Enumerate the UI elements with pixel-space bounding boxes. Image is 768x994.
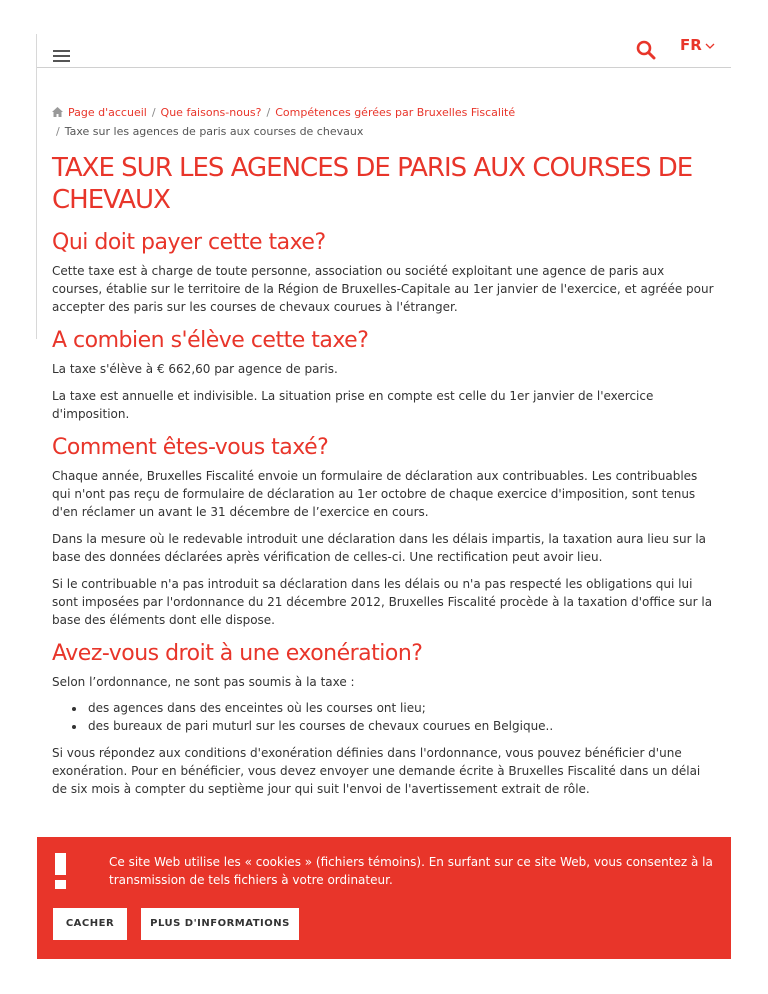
page-title: TAXE SUR LES AGENCES DE PARIS AUX COURSES DE CHEVAUX — [52, 153, 693, 215]
main-content — [52, 152, 716, 798]
language-selector[interactable] — [680, 36, 715, 54]
breadcrumb-home[interactable]: Page d'accueil — [68, 106, 147, 119]
paragraph: Selon l’ordonnance, ne sont pas soumis à la taxe : — [52, 675, 355, 689]
exclamation-icon — [55, 853, 67, 889]
breadcrumb-current: Taxe sur les agences de paris aux courses de chevaux — [64, 125, 364, 138]
breadcrumb: Page d'accueil / Que faisons-nous? / Compétences gérées par Bruxelles Fiscalité / Taxe sur les agences de paris aux courses de chevaux — [52, 104, 692, 141]
search-icon — [636, 40, 656, 60]
section-exemption — [52, 641, 716, 798]
paragraph: Chaque année, Bruxelles Fiscalité envoie un formulaire de déclaration aux contribuables. Les contribuables qui n'ont pas reçu de formulaire de déclaration au 1er octobre de chaque exercice d'imposition, sont tenus d'en réclamer un avant le 31 décembre de l’exercice en cours. — [52, 469, 698, 519]
cookie-message: Ce site Web utilise les « cookies » (fichiers témoins). En surfant sur ce site Web, vous consentez à la transmission de tels fichiers à votre ordinateur. — [109, 855, 713, 887]
section-heading: Avez-vous droit à une exonération? — [52, 641, 423, 666]
paragraph: La taxe est annuelle et indivisible. La situation prise en compte est celle du 1er janvier de l'exercice d'imposition. — [52, 389, 654, 421]
chevron-down-icon — [705, 40, 715, 53]
section-who-pays — [52, 230, 716, 316]
left-divider — [36, 34, 37, 339]
language-label: FR — [680, 36, 702, 54]
list-item: des agences dans des enceintes où les courses ont lieu; — [72, 699, 716, 717]
exemption-list — [72, 699, 716, 735]
paragraph: Cette taxe est à charge de toute personne, association ou société exploitant une agence de paris aux courses, établie sur le territoire de la Région de Bruxelles-Capitale au 1er janvier de l'exercice, et agréée pour accepter des paris sur les courses de chevaux courues à l'étranger. — [52, 264, 714, 314]
cookie-banner — [37, 837, 731, 959]
paragraph: Si vous répondez aux conditions d'exonération définies dans l'ordonnance, vous pouvez bénéficier d'une exonération. Pour en bénéficier, vous devez envoyer une demande écrite à Bruxelles Fiscalité dans un délai de six mois à compter du septième jour qui suit l'envoi de l'avertissement extrait de rôle. — [52, 746, 701, 796]
site-header — [37, 0, 731, 68]
hamburger-icon — [53, 50, 70, 52]
section-amount — [52, 328, 716, 423]
breadcrumb-competences[interactable]: Compétences gérées par Bruxelles Fiscalité — [275, 106, 516, 119]
paragraph: La taxe s'élève à € 662,60 par agence de paris. — [52, 362, 338, 376]
more-info-button[interactable]: PLUS D'INFORMATIONS — [141, 908, 299, 940]
breadcrumb-what-we-do[interactable]: Que faisons-nous? — [160, 106, 262, 119]
hide-button[interactable]: CACHER — [53, 908, 127, 940]
paragraph: Dans la mesure où le redevable introduit une déclaration dans les délais impartis, la taxation aura lieu sur la base des données déclarées après vérification de celles-ci. Une rectification peut avoir lieu. — [52, 532, 707, 564]
menu-button[interactable] — [53, 50, 70, 62]
home-icon — [52, 105, 63, 123]
section-heading: A combien s'élève cette taxe? — [52, 328, 369, 353]
section-heading: Qui doit payer cette taxe? — [52, 230, 326, 255]
paragraph: Si le contribuable n'a pas introduit sa déclaration dans les délais ou n'a pas respecté les obligations qui lui sont imposées par l'ordonnance du 21 décembre 2012, Bruxelles Fiscalité procède à la taxation d'office sur la base des éléments dont elle dispose. — [52, 577, 713, 627]
search-button[interactable] — [636, 40, 658, 62]
section-how-taxed — [52, 435, 716, 629]
section-heading: Comment êtes-vous taxé? — [52, 435, 329, 460]
list-item: des bureaux de pari muturl sur les courses de chevaux courues en Belgique.. — [72, 717, 716, 735]
